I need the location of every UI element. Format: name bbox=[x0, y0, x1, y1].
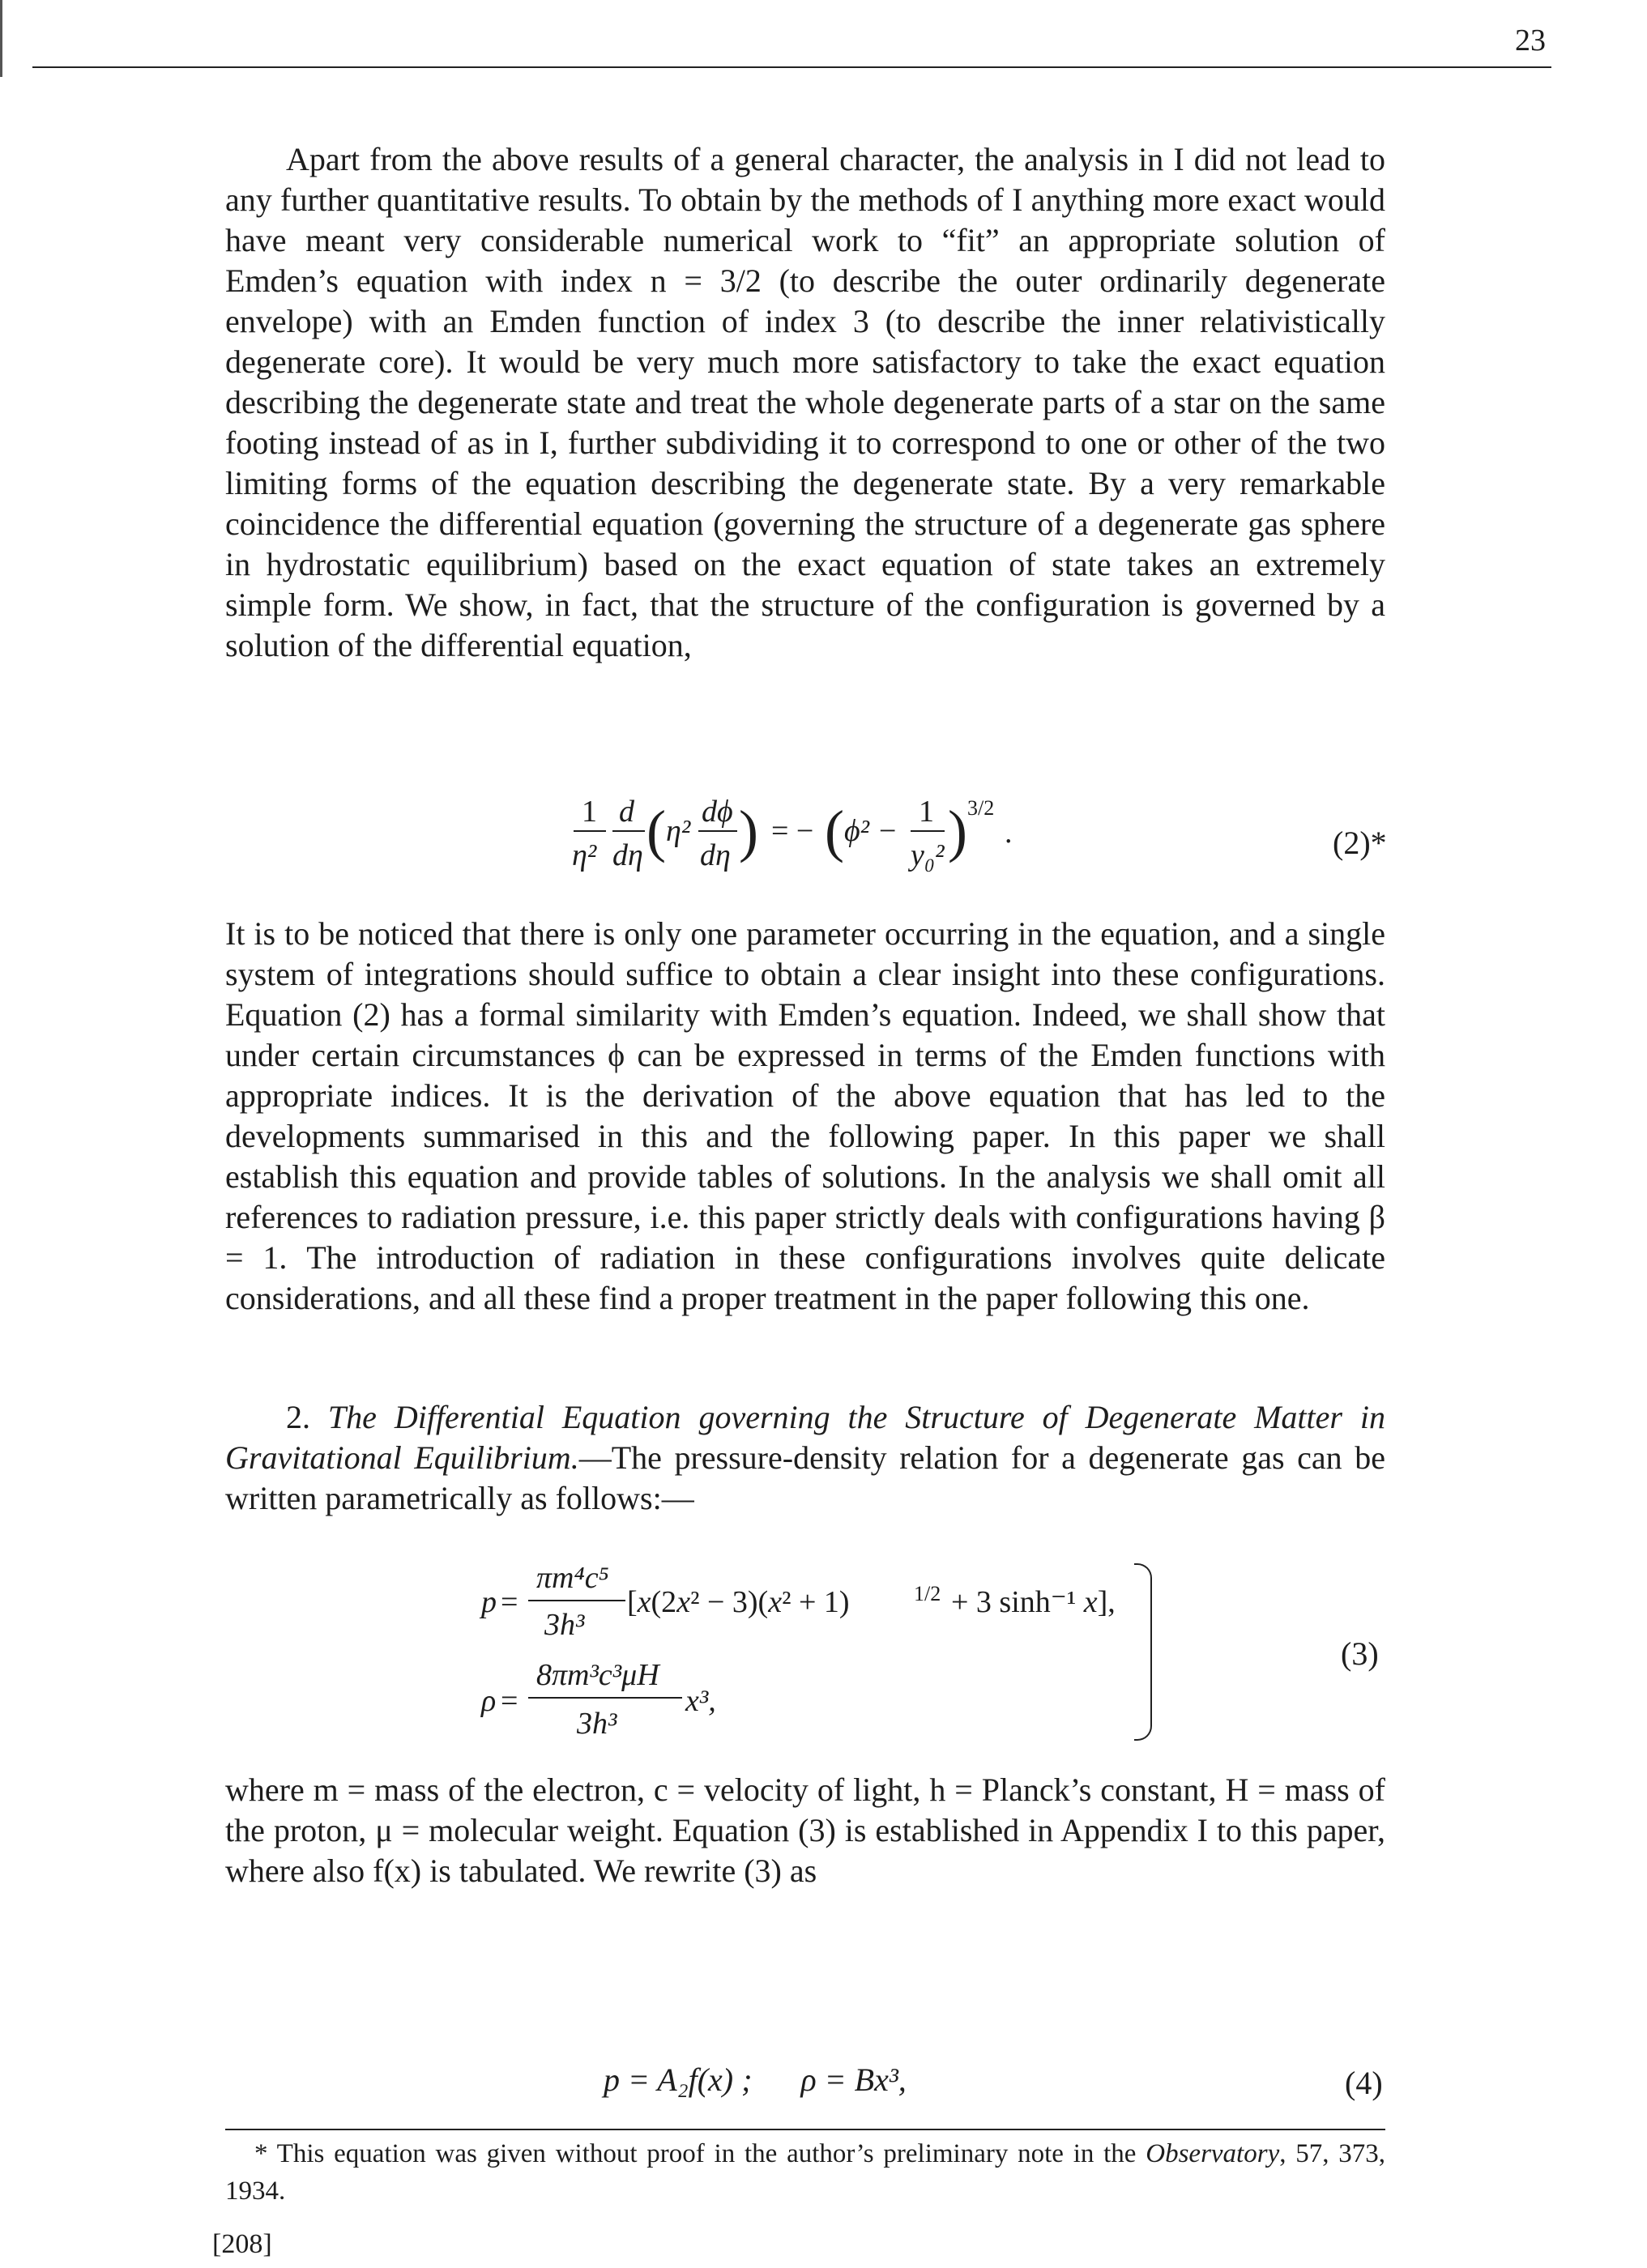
equation-2 bbox=[567, 794, 1134, 883]
equation-2-number: (2)* bbox=[1333, 825, 1387, 861]
svg-text:d: d bbox=[619, 795, 634, 829]
svg-text:): ) bbox=[739, 799, 758, 863]
footnote-text: * This equation was given without proof in the author’s preliminary note in the bbox=[254, 2139, 1137, 2168]
svg-text:x³,: x³, bbox=[685, 1684, 716, 1718]
page-number: 23 bbox=[1515, 23, 1546, 58]
svg-text:1: 1 bbox=[582, 795, 597, 829]
header-rule bbox=[32, 66, 1551, 68]
paragraph-notice: It is to be noticed that there is only one parameter occurring in the equation, and a single system of integrations should suffice to obtain a clear insight into these configurations. Equation (2) has a formal similarity with Emden’s equation. Indeed, we shall show that under certain circumstances ϕ can be expressed in terms of the Emden functions with appropriate indices. It is the derivation of the above equation that has led to the developments summarised in this and the following paper. In this paper we shall establish this equation and provide tables of solutions. In the analysis we shall omit all references to radiation pressure, i.e. this paper strictly deals with configurations having β = 1. The introduction of radiation in these configurations involves quite delicate considerations, and all these find a proper treatment in the paper following this one. bbox=[225, 915, 1385, 1316]
svg-text:η²: η² bbox=[666, 814, 691, 848]
svg-text:3h³: 3h³ bbox=[577, 1707, 617, 1741]
footnote bbox=[225, 2135, 1385, 2210]
footnote-rule bbox=[225, 2129, 1385, 2130]
svg-text:[x(2x² − 3)(x² + 1): [x(2x² − 3)(x² + 1) bbox=[627, 1585, 850, 1619]
equation-3 bbox=[478, 1555, 1142, 1742]
svg-text:(: ( bbox=[825, 799, 844, 863]
svg-text:dϕ: dϕ bbox=[702, 795, 733, 829]
svg-text:3h³: 3h³ bbox=[544, 1608, 585, 1642]
page-id: [208] bbox=[212, 2229, 272, 2259]
svg-text:.: . bbox=[1005, 816, 1013, 850]
equation-4-number: (4) bbox=[1345, 2065, 1383, 2101]
section-number: 2. bbox=[286, 1399, 310, 1435]
svg-text:=: = bbox=[501, 1585, 518, 1619]
svg-text:dη: dη bbox=[700, 838, 731, 872]
svg-text:dη: dη bbox=[612, 838, 643, 872]
equation-3-number: (3) bbox=[1341, 1635, 1379, 1672]
footnote-citation: , 57, 373, 1934. bbox=[225, 2139, 1386, 2206]
equation-4-text: p = A₂f(x) ; ρ = Bx³, bbox=[604, 2061, 907, 2098]
margin-mark bbox=[0, 0, 2, 77]
svg-text:=: = bbox=[501, 1684, 518, 1718]
svg-text:3/2: 3/2 bbox=[967, 796, 995, 820]
svg-text:y₀²: y₀² bbox=[911, 838, 945, 872]
paragraph-definitions: where m = mass of the electron, c = velocity of light, h = Planck’s constant, H = mass of the proton, μ = molecular weight. Equation (3) is established in Appendix I to this paper, where also f(x) is tabulated. We rewrite (3) as bbox=[225, 1771, 1385, 1889]
section-2-paragraph bbox=[225, 1397, 1385, 1519]
svg-text:ϕ² −: ϕ² − bbox=[844, 814, 898, 848]
svg-text:(: ( bbox=[646, 799, 666, 863]
equation-3-graphic bbox=[478, 1555, 1142, 1742]
svg-text:1/2: 1/2 bbox=[914, 1582, 941, 1605]
svg-text:η²: η² bbox=[572, 838, 597, 872]
footnote-journal: Observatory bbox=[1146, 2139, 1280, 2168]
equation-4 bbox=[604, 2061, 907, 2098]
section-title: The Differential Equation governing the Structure of Degenerate Matter in Gravitational Equilibrium. bbox=[225, 1399, 1385, 1476]
svg-text:1: 1 bbox=[919, 795, 934, 829]
svg-text:πm⁴c⁵: πm⁴c⁵ bbox=[536, 1561, 609, 1595]
equation-3-brace bbox=[1134, 1563, 1152, 1741]
svg-text:ρ: ρ bbox=[481, 1684, 497, 1718]
section-text: —The pressure-density relation for a degenerate gas can be written parametrically as follows:— bbox=[225, 1439, 1385, 1516]
svg-text:8πm³c³μH: 8πm³c³μH bbox=[536, 1658, 659, 1692]
paragraph-intro: Apart from the above results of a general character, the analysis in I did not lead to any further quantitative results. To obtain by the methods of I anything more exact would have meant very considerable numerical work to “fit” an appropriate solution of Emden’s equation with index n = 3/2 (to describe the outer ordinarily degenerate envelope) with an Emden function of index 3 (to describe the inner relativistically degenerate core). It would be very much more satisfactory to take the exact equation describing the degenerate state and treat the whole degenerate parts of a star on the same footing instead of as in I, further subdividing it to correspond to one or other of the two limiting forms of the equation describing the degenerate state. By a very remarkable coincidence the differential equation (governing the structure of a degenerate gas sphere in hydrostatic equilibrium) based on the exact equation of state takes an extremely simple form. We show, in fact, that the structure of the configuration is governed by a solution of the differential equation, bbox=[225, 141, 1385, 663]
svg-text:+ 3 sinh⁻¹ x],: + 3 sinh⁻¹ x], bbox=[951, 1585, 1116, 1619]
svg-text:): ) bbox=[948, 799, 967, 863]
svg-text:p: p bbox=[481, 1585, 497, 1619]
equation-2-graphic bbox=[567, 794, 1069, 883]
svg-text:= −: = − bbox=[771, 814, 814, 848]
